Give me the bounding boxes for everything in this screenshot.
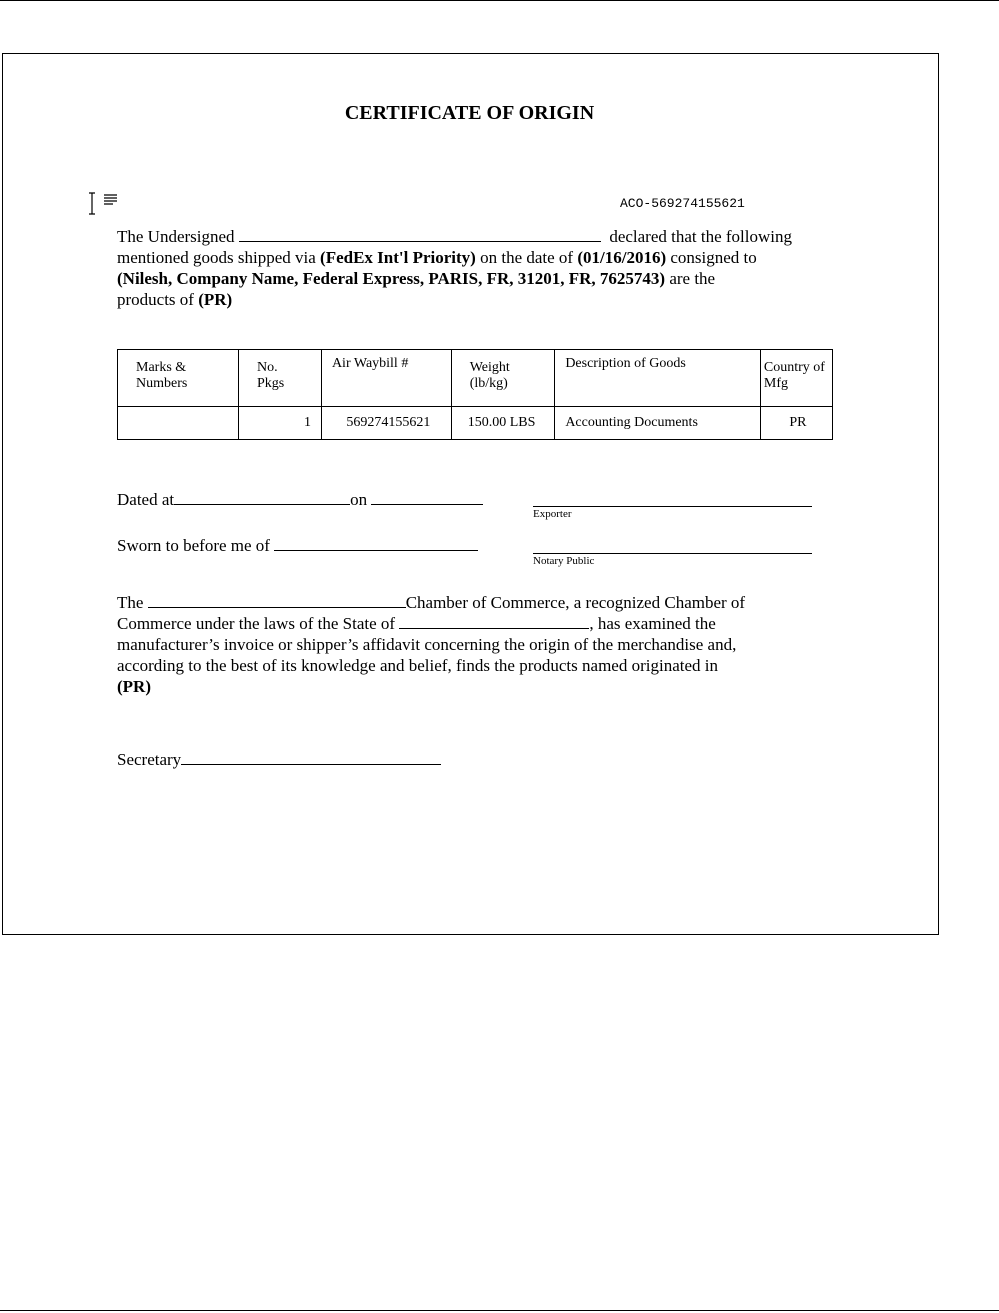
header-weight-line2: (lb/kg) [469, 376, 508, 391]
secretary-row [117, 749, 441, 770]
notary-signature-line[interactable] [533, 553, 812, 554]
reference-number: ACO-569274155621 [620, 196, 745, 211]
undersigned-label: The Undersigned [117, 227, 235, 246]
secretary-label: Secretary [117, 750, 182, 769]
service-value: (FedEx Int'l Priority) [320, 248, 476, 267]
header-country [760, 350, 832, 407]
header-country-line1: Country of [763, 360, 825, 375]
exporter-caption: Exporter [533, 508, 572, 520]
dated-at-label: Dated at [117, 490, 175, 509]
undersigned-blank[interactable] [239, 226, 601, 242]
products-of-value: (PR) [198, 290, 233, 309]
declaration-paragraph [117, 226, 837, 310]
cell-marks [118, 407, 239, 440]
line2-pre: mentioned goods shipped via [117, 248, 321, 267]
chamber-line-3: manufacturer’s invoice or shipper’s affidavit concerning the origin of the merchandise and, [117, 635, 737, 654]
header-marks [118, 350, 239, 407]
line2-mid: on the date of [475, 248, 578, 267]
sworn-label: Sworn to before me of [117, 536, 270, 555]
chamber-line2-pre: Commerce under the laws of the State of [117, 614, 400, 633]
declaration-line-2 [117, 247, 837, 268]
header-marks-line2: Numbers [136, 376, 188, 391]
document-title: CERTIFICATE OF ORIGIN [344, 102, 595, 124]
chamber-name-blank[interactable] [148, 592, 406, 608]
chamber-line-2 [117, 613, 837, 634]
header-description: Description of Goods [555, 350, 761, 407]
header-pkgs-line1: No. [257, 360, 278, 375]
products-of-label: products of [117, 290, 199, 309]
header-country-line2: Mfg [763, 376, 789, 391]
sworn-blank[interactable] [274, 535, 478, 551]
state-blank[interactable] [399, 613, 589, 629]
header-pkgs [239, 350, 322, 407]
dated-at-blank[interactable] [174, 489, 350, 505]
header-weight [451, 350, 555, 407]
table-row [118, 407, 833, 440]
line3-post: are the [665, 269, 716, 288]
declared-text: declared that the following [609, 227, 792, 246]
page-bottom-rule [0, 1310, 999, 1311]
text-cursor-icon [87, 192, 121, 216]
declaration-line-4 [117, 289, 837, 310]
header-weight-line1: Weight [469, 360, 510, 375]
chamber-line-1 [117, 592, 837, 613]
sworn-row [117, 535, 478, 556]
goods-table [117, 349, 833, 440]
cell-weight: 150.00 LBS [451, 407, 555, 440]
header-pkgs-line2: Pkgs [257, 376, 285, 391]
cell-country: PR [760, 407, 832, 440]
line2-post: consigned to [666, 248, 757, 267]
chamber-line-4: according to the best of its knowledge and belief, finds the products named originated in [117, 656, 718, 675]
declaration-line-3 [117, 268, 837, 289]
header-awb: Air Waybill # [321, 350, 451, 407]
origin-value: (PR) [117, 677, 151, 696]
chamber-line2-post: , has examined the [589, 614, 716, 633]
chamber-the-label: The [117, 593, 148, 612]
secretary-blank[interactable] [181, 749, 441, 765]
goods-table-header [118, 350, 833, 407]
cell-awb: 569274155621 [321, 407, 451, 440]
chamber-line1-post: Chamber of Commerce, a recognized Chamber of [405, 593, 746, 612]
exporter-signature-line[interactable] [533, 506, 812, 507]
cell-description: Accounting Documents [555, 407, 761, 440]
on-date-blank[interactable] [371, 489, 483, 505]
chamber-paragraph [117, 592, 837, 697]
header-marks-line1: Marks & [136, 360, 187, 375]
cell-pkgs: 1 [239, 407, 322, 440]
chamber-line-5 [117, 676, 837, 697]
declaration-line-1 [117, 226, 837, 247]
on-label: on [350, 490, 368, 509]
notary-caption: Notary Public [533, 555, 595, 567]
page-top-rule [0, 0, 999, 1]
dated-at-row [117, 489, 483, 510]
ship-date-value: (01/16/2016) [577, 248, 667, 267]
consignee-value: (Nilesh, Company Name, Federal Express, PARIS, FR, 31201, FR, 7625743) [117, 269, 666, 288]
